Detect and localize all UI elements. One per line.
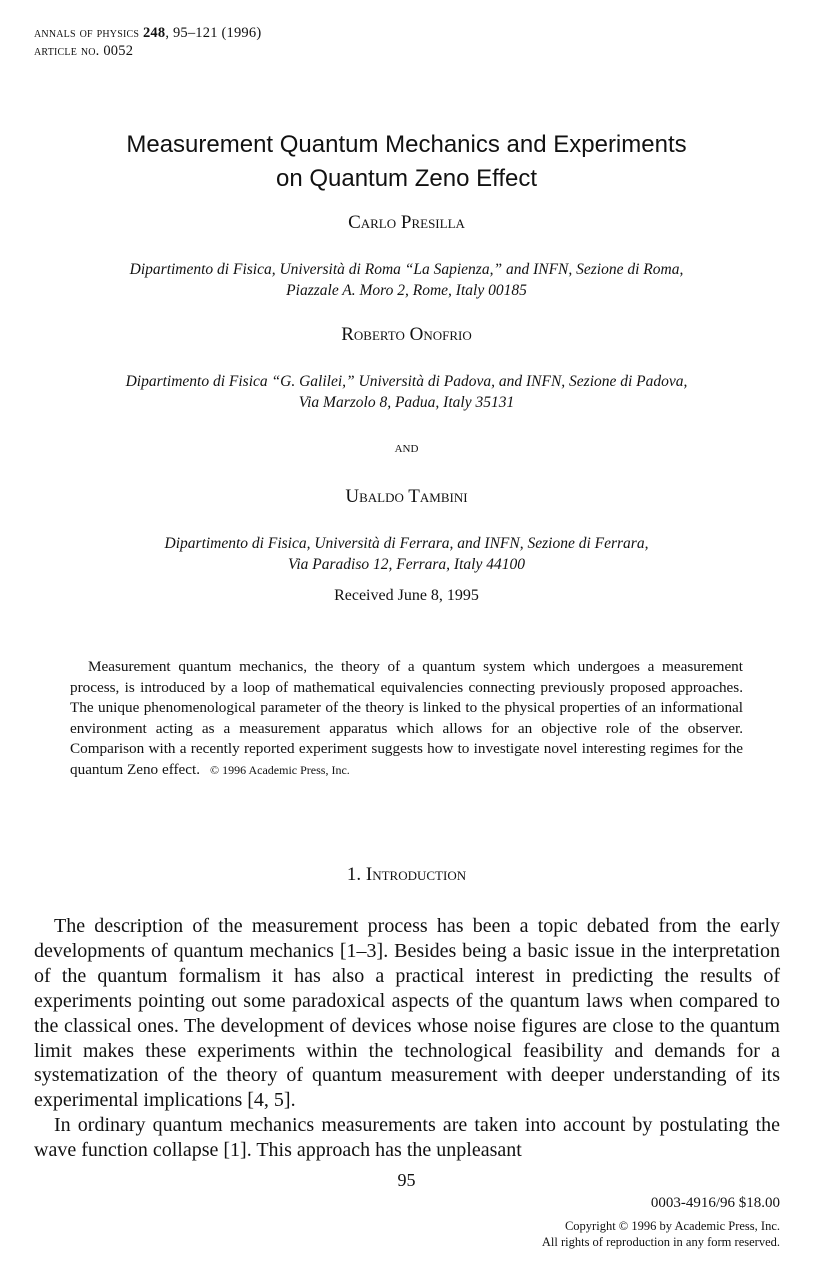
abstract xyxy=(70,657,743,781)
journal-citation-line xyxy=(34,24,261,42)
copyright-line: Copyright © 1996 by Academic Press, Inc. xyxy=(564,1219,780,1233)
author-name: Carlo Presilla xyxy=(348,212,465,233)
affiliation-line: Dipartimento di Fisica, Università di Roma “La Sapienza,” and INFN, Sezione di Roma, xyxy=(129,261,684,278)
article-number: 0052 xyxy=(103,43,134,59)
title-line-2: on Quantum Zeno Effect xyxy=(275,165,538,192)
author-name: Ubaldo Tambini xyxy=(345,486,468,507)
title-line-1: Measurement Quantum Mechanics and Experiments xyxy=(126,131,687,158)
abstract-copyright: © 1996 Academic Press, Inc. xyxy=(210,762,350,777)
affiliation-line: Dipartimento di Fisica “G. Galilei,” Università di Padova, and INFN, Sezione di Padova, xyxy=(125,373,688,390)
paragraph: The description of the measurement process has been a topic debated from the early developments of quantum mechanics [1–3]. Besides being a basic issue in the interpretation of the quantum formalism it has also a practical interest in predicting the results of experiments pointing out some paradoxical aspects of the quantum laws when compared to the classical ones. The development of devices whose noise figures are close to the quantum limit makes these experiments within the technological feasibility and demands for a systematization of the theory of quantum measurement with deeper understanding of its experimental implications [4, 5]. xyxy=(34,915,780,1112)
journal-name: annals of physics xyxy=(34,25,140,41)
author-conjunction: and xyxy=(394,439,419,456)
journal-volume: 248 xyxy=(142,25,166,41)
article-label: article no. xyxy=(34,43,100,59)
affiliation-line: Dipartimento di Fisica, Università di Ferrara, and INFN, Sezione di Ferrara, xyxy=(164,535,649,552)
section-heading: 1. Introduction xyxy=(346,864,467,885)
article-number-line xyxy=(34,42,261,60)
paper-title xyxy=(0,128,813,196)
author-name: Roberto Onofrio xyxy=(341,324,472,345)
rights-line: All rights of reproduction in any form reserved. xyxy=(541,1235,780,1249)
journal-header xyxy=(34,24,261,60)
affiliation-line: Piazzale A. Moro 2, Rome, Italy 00185 xyxy=(286,282,527,299)
abstract-text: Measurement quantum mechanics, the theory of a quantum system which undergoes a measurement process, is introduced by a loop of mathematical equivalencies connecting previously proposed approaches. The unique phenomenological parameter of the theory is linked to the physical properties of an informational environment acting as a measurement apparatus which allows for an objective role of the observer. Comparison with a recently reported experiment suggests how to investigate novel interesting regimes for the quantum Zeno effect. xyxy=(70,658,743,778)
issn-price: 0003-4916/96 $18.00 xyxy=(650,1195,780,1211)
received-date: Received June 8, 1995 xyxy=(334,587,479,604)
author-affiliation xyxy=(40,533,773,575)
copyright-notice xyxy=(542,1218,780,1250)
author-affiliation xyxy=(40,371,773,413)
author-affiliation xyxy=(40,259,773,301)
affiliation-line: Via Paradiso 12, Ferrara, Italy 44100 xyxy=(288,556,525,573)
affiliation-line: Via Marzolo 8, Padua, Italy 35131 xyxy=(298,394,515,411)
paragraph: In ordinary quantum mechanics measurements are taken into account by postulating the wave function collapse [1]. This approach has the unpleasant xyxy=(34,1114,780,1162)
body-text xyxy=(34,914,780,1163)
journal-pages-year: , 95–121 (1996) xyxy=(165,25,262,41)
page-number: 95 xyxy=(397,1170,416,1190)
